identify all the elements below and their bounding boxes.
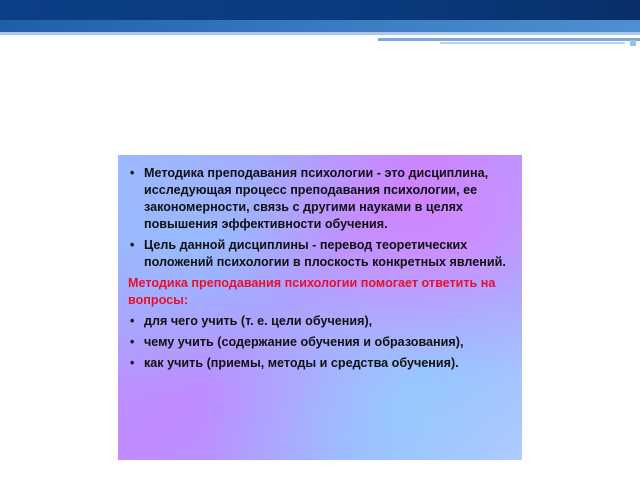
content-box — [118, 155, 522, 460]
list-item-text: Цель данной дисциплины - перевод теоретических положений психологии в плоскость конкретных явлений. — [144, 238, 506, 269]
header-bar — [0, 0, 640, 20]
header-stripe-light — [0, 32, 640, 35]
bullet-icon: • — [130, 335, 135, 349]
list-item-text: Методика преподавания психологии - это дисциплина, исследующая процесс преподавания психологии, ее закономерности, связь с другими науками в целях повышения эффективности обучения. — [144, 166, 489, 231]
header-accent-line-secondary — [440, 42, 625, 44]
section-heading: Методика преподавания психологии помогает ответить на вопросы: — [128, 276, 496, 307]
header-accent-dot — [630, 40, 636, 46]
bullet-icon: • — [130, 166, 135, 180]
bullet-icon: • — [130, 314, 135, 328]
bullet-icon: • — [130, 238, 135, 252]
list-item — [128, 237, 508, 271]
list-item — [128, 355, 508, 372]
list-item-text: для чего учить (т. е. цели обучения), — [144, 314, 373, 328]
list-item — [128, 313, 508, 330]
header-stripe — [0, 20, 640, 32]
list-item-text: как учить (приемы, методы и средства обучения). — [144, 356, 459, 370]
bullet-icon: • — [130, 356, 135, 370]
list-item-text: чему учить (содержание обучения и образования), — [144, 335, 464, 349]
list-item — [128, 165, 508, 233]
header-accent-line — [378, 38, 640, 41]
list-item — [128, 334, 508, 351]
